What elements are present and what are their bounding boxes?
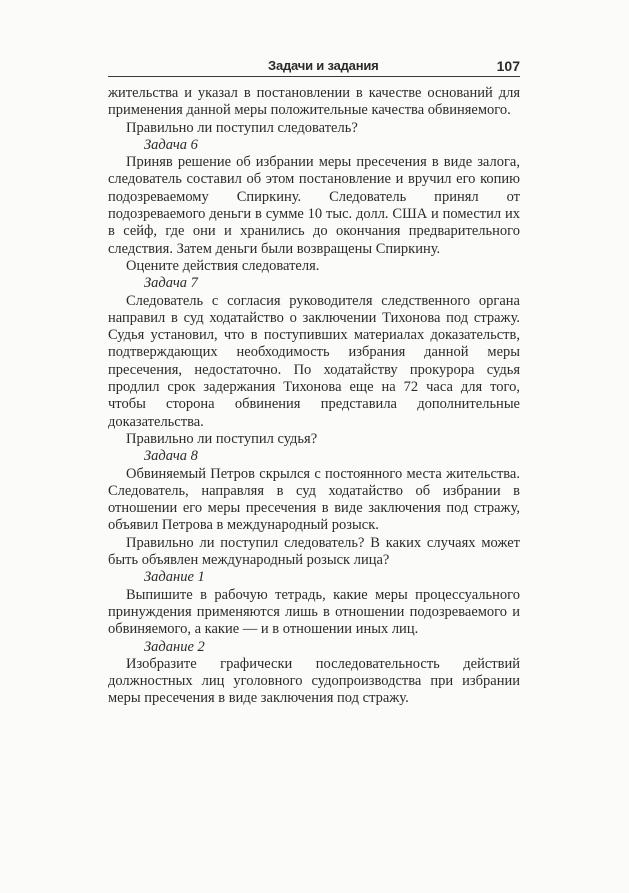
page-body xyxy=(108,85,520,708)
assignment-2-text: Изобразите графически последовательность действий должностных лиц уголовного судопроизводства при избрании меры пресечения в виде заключения под стражу. xyxy=(108,655,520,707)
task-7-text: Следователь с согласия руководителя следственного органа направил в суд ходатайство о заключении Тихонова под стражу. Судья установил, что в поступивших материалах доказательств, подтверждающих необходимость избрания данной меры пресечения, недостаточно. По ходатайству прокурора судья продлил срок задержания Тихонова еще на 72 часа для того, чтобы сторона обвинения представила дополнительные доказательства. xyxy=(108,292,520,430)
task-6-question: Оцените действия следователя. xyxy=(126,257,320,274)
running-title: Задачи и задания xyxy=(268,58,379,73)
assignment-2-heading: Задание 2 xyxy=(144,638,205,655)
question: Правильно ли поступил следователь? xyxy=(126,119,358,136)
assignment-1-heading: Задание 1 xyxy=(144,569,205,586)
running-header xyxy=(108,54,520,77)
page-number: 107 xyxy=(496,58,520,74)
paragraph-continuation: жительства и указал в постановлении в качестве оснований для применения данной меры положительные качества обвиняемого. xyxy=(108,85,520,119)
task-7-question: Правильно ли поступил судья? xyxy=(126,430,318,447)
task-7-heading: Задача 7 xyxy=(144,275,198,292)
task-8-question: Правильно ли поступил следователь? В каких случаях может быть объявлен международный розыск лица? xyxy=(108,534,520,569)
assignment-1-text: Выпишите в рабочую тетрадь, какие меры процессуального принуждения применяются лишь в отношении подозреваемого и обвиняемого, а какие — и в отношении иных лиц. xyxy=(108,586,520,638)
task-8-heading: Задача 8 xyxy=(144,448,198,465)
task-8-text: Обвиняемый Петров скрылся с постоянного места жительства. Следователь, направляя в суд ходатайство об избрании в отношении его меры пресечения в виде заключения под стражу, объявил Петрова в международный розыск. xyxy=(108,465,520,534)
task-6-heading: Задача 6 xyxy=(144,136,198,153)
task-6-text: Приняв решение об избрании меры пресечения в виде залога, следователь составил об этом постановление и вручил его копию подозреваемому Спиркину. Следователь принял от подозреваемого деньги в сумме 10 тыс. долл. США и поместил их в сейф, где они и хранились до окончания предварительного следствия. Затем деньги были возвращены Спиркину. xyxy=(108,154,520,257)
